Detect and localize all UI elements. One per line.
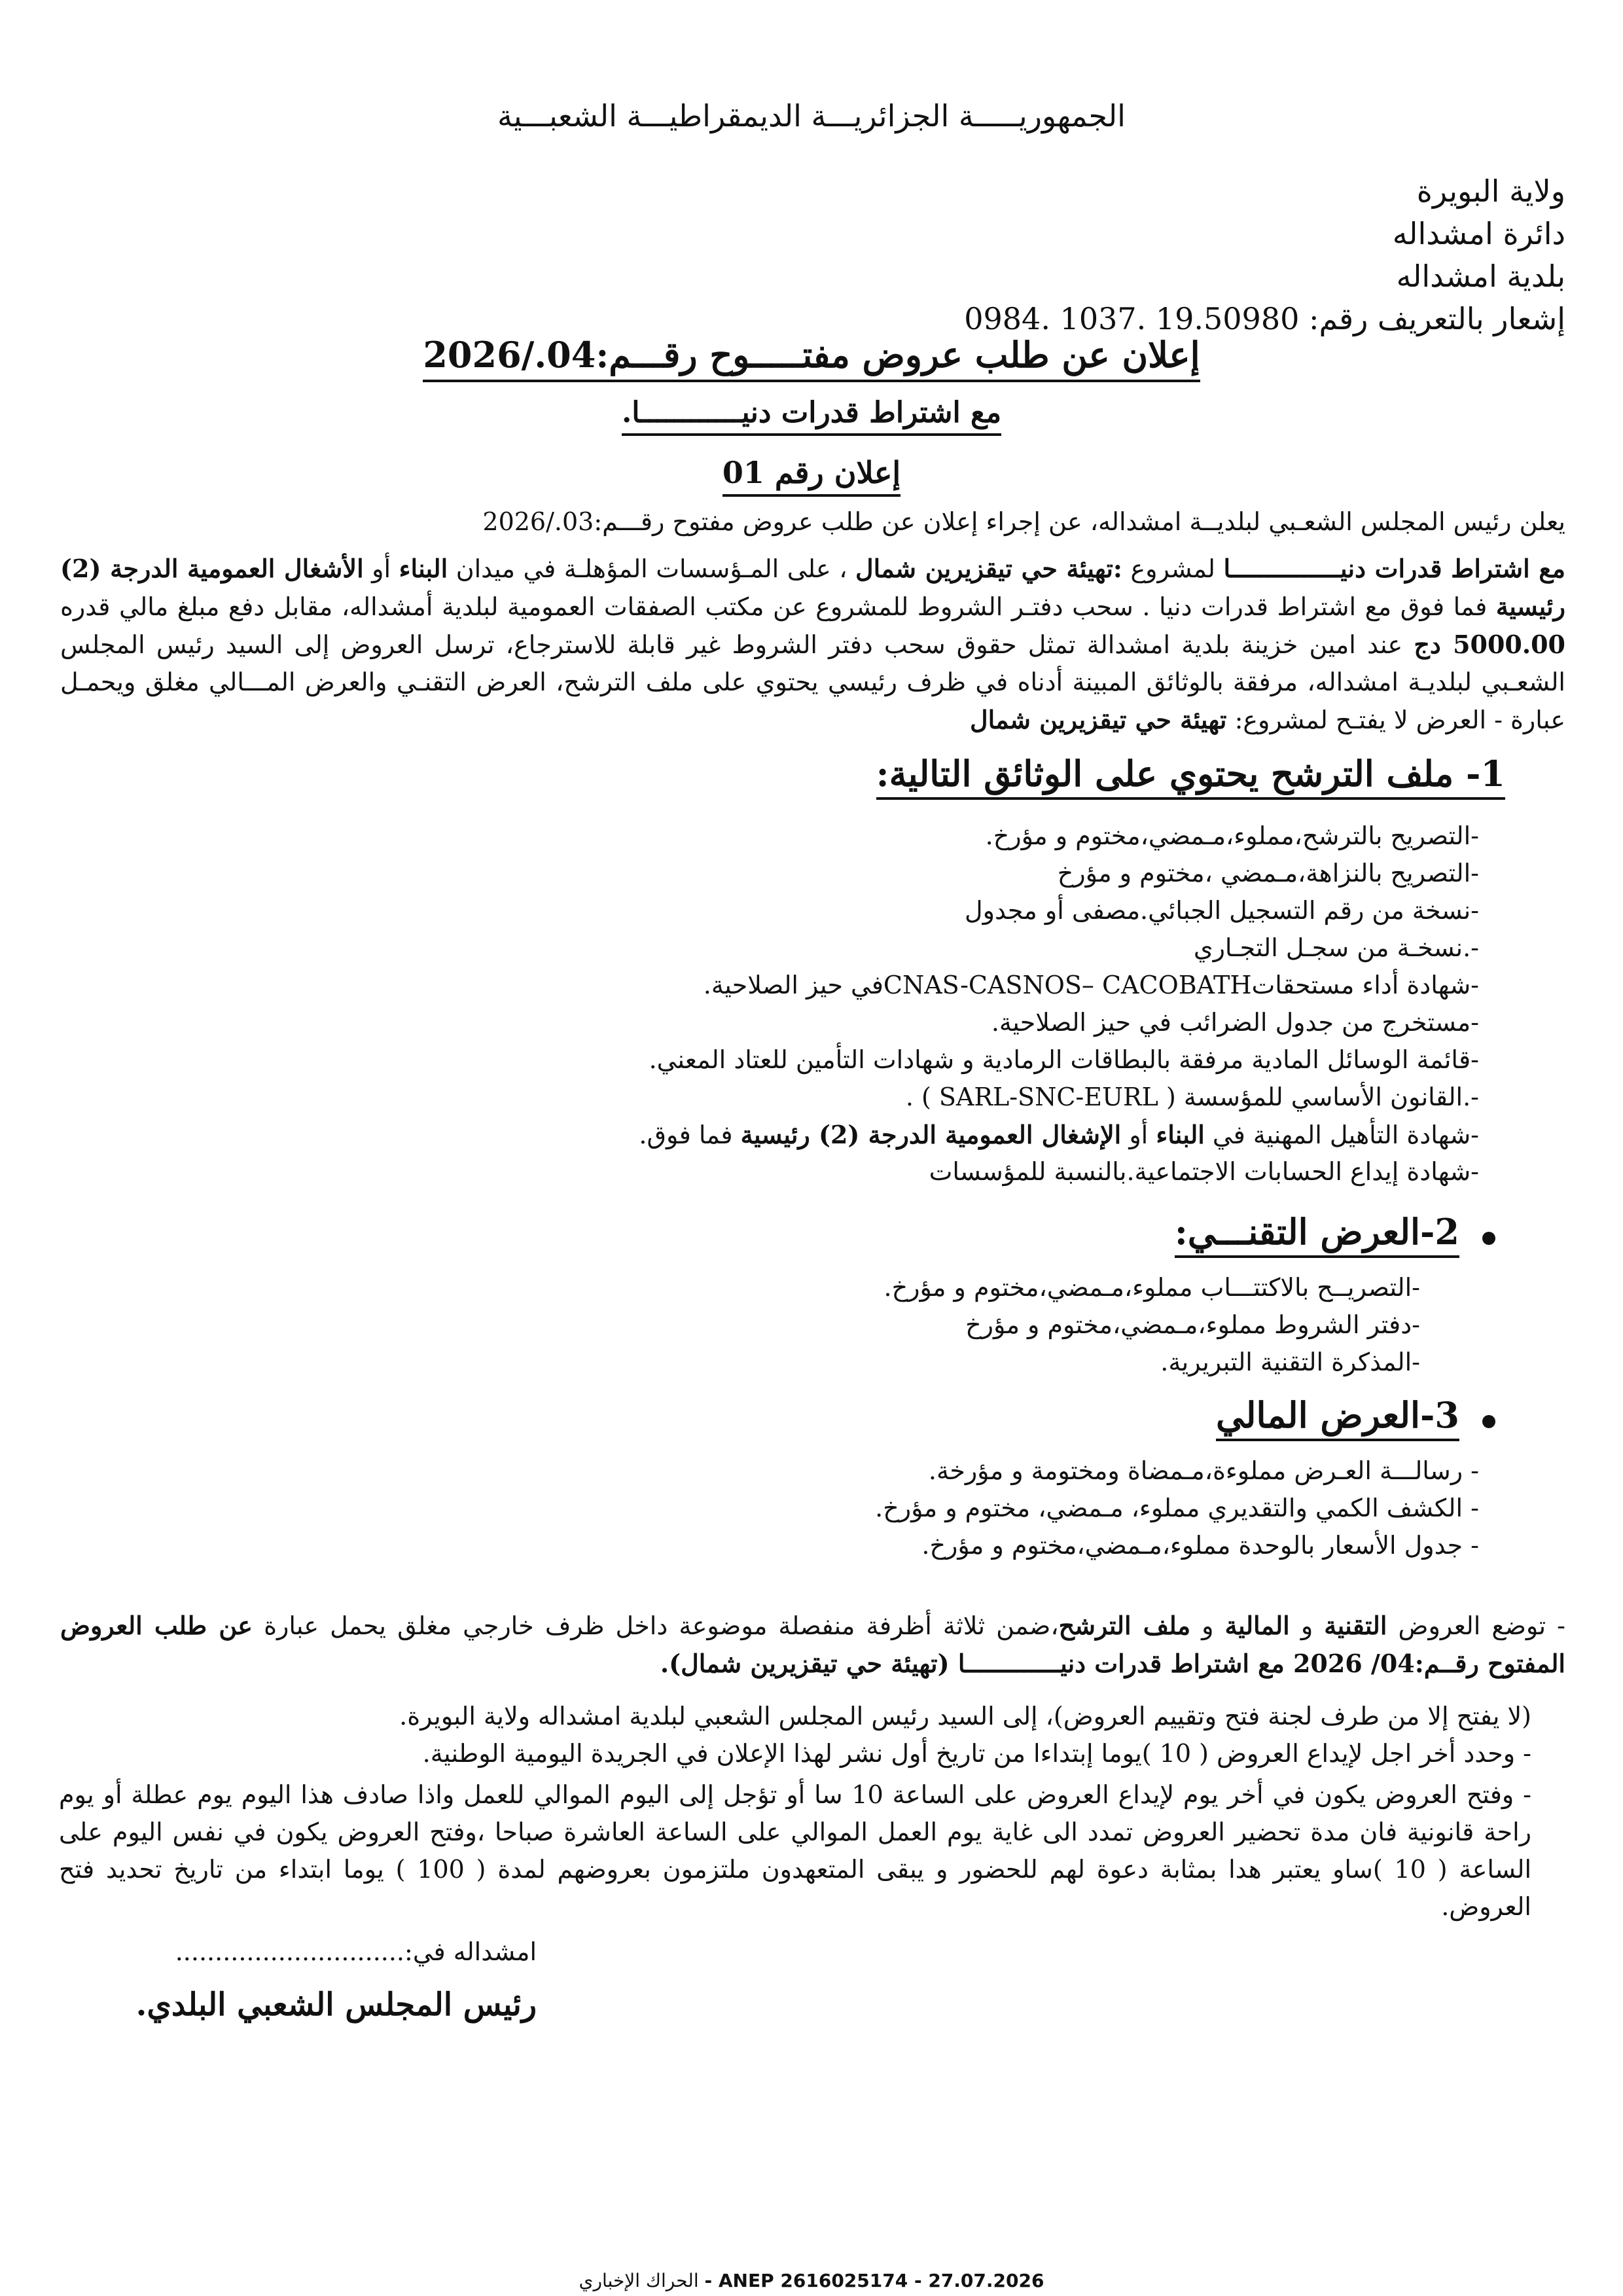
main-title: [0, 334, 1623, 376]
section3-item: - جدول الأسعار بالوحدة مملوء،مـمضي،مختوم و مؤرخ.: [921, 1531, 1479, 1560]
republic-heading: الجمهوريـــــة الجزائريـــة الديمقراطيـــة الشعبـــية: [497, 98, 1126, 134]
commune-line: بلدية امشداله: [1396, 259, 1565, 294]
section1-item: -.القانون الأساسي للمؤسسة ( SARL-SNC-EURL ) .: [905, 1083, 1479, 1111]
id-line: [964, 301, 1565, 336]
section2-item: -المذكرة التقنية التبريرية.: [1160, 1348, 1420, 1376]
footer: [0, 2270, 1623, 2291]
daira-line: دائرة امشداله: [1392, 216, 1565, 251]
main-title-number: 2026/.04: [423, 334, 596, 382]
section3-bullet: [1482, 1415, 1495, 1428]
section1-item: -شهادة أداء مستحقاتCNAS-CASNOS– CACOBATHفي حيز الصلاحية.: [703, 971, 1479, 999]
section1-title: 1- ملف الترشح يحتوي على الوثائق التالية:: [876, 753, 1505, 795]
section1-item: -مستخرج من جدول الضرائب في حيز الصلاحية.: [991, 1008, 1479, 1037]
closing-paragraph: - توضع العروض التقنية و المالية و ملف الترشح،ضمن ثلاثة أظرفة منفصلة موضوعة داخل ظرف خارجي مغلق يحمل عبارة عن طلب العروض المفتوح رقــم:04/ 2026 مع اشتراط قدرات دنيـــــــــــــا (تهيئة حي تيقزيرين شمال).: [60, 1611, 1565, 1678]
wilaya-line: ولاية البويرة: [1416, 173, 1565, 209]
sub-title: مع اشتراط قدرات دنيــــــــــــا.: [0, 396, 1623, 429]
signature-role: رئيس المجلس الشعبي البلدي.: [135, 1986, 537, 2023]
intro-line: يعلن رئيس المجلس الشعـبي لبلديــة امشداله، عن إجراء إعلان عن طلب عروض مفتوح رقـــم:2026/.03: [482, 507, 1565, 536]
id-number: 0984. 1037. 19.50980: [964, 301, 1300, 336]
section1-item: -نسخة من رقم التسجيل الجبائي.مصفى أو مجدول: [965, 896, 1479, 925]
section3-title: 3-العرض المالي: [1216, 1394, 1459, 1436]
section3-item: - رسالـــة العـرض مملوءة،مـمضاة ومختومة و مؤرخة.: [928, 1456, 1479, 1485]
closing-line: (لا يفتح إلا من طرف لجنة فتح وتقييم العروض)، إلى السيد رئيس المجلس الشعبي لبلدية امشداله ولاية البويرة.: [399, 1702, 1531, 1731]
section1-item: -.نسخـة من سجـل التجـاري: [1193, 933, 1479, 962]
id-label: إشعار بالتعريف رقم:: [1308, 301, 1565, 336]
section2-bullet: [1482, 1232, 1495, 1245]
section3-item: - الكشف الكمي والتقديري مملوء، مـمضي، مختوم و مؤرخ.: [875, 1494, 1479, 1522]
main-title-label: إعلان عن طلب عروض مفتـــــوح رقـــم:: [596, 334, 1200, 382]
section1-item: -التصريح بالترشح،مملوء،مـمضي،مختوم و مؤرخ.: [985, 821, 1479, 850]
notice-number: إعلان رقم 01: [0, 455, 1623, 490]
closing-line: - وحدد أخر اجل لإيداع العروض ( 10 )يوما إبتداءا من تاريخ أول نشر لهذا الإعلان في الجريدة اليومية الوطنية.: [422, 1739, 1531, 1768]
section2-title: 2-العرض التقنـــي:: [1175, 1211, 1459, 1253]
section1-item: -قائمة الوسائل المادية مرفقة بالبطاقات الرمادية و شهادات التأمين للعتاد المعني.: [649, 1045, 1479, 1074]
section1-item: -التصريح بالنزاهة،مـمضي ،مختوم و مؤرخ: [1057, 859, 1479, 888]
section2-item: -دفتر الشروط مملوء،مـمضي،مختوم و مؤرخ: [965, 1310, 1420, 1339]
section1-item: -شهادة إيداع الحسابات الاجتماعية.بالنسبة للمؤسسات: [929, 1157, 1479, 1186]
footer-source: الحراك الإخباري: [579, 2270, 699, 2291]
intro-paragraph: مع اشتراط قدرات دنيـــــــــــــــا لمشروع :تهيئة حي تيقزيرين شمال ، على المـؤسسات المؤهلـة في ميدان البناء أو الأشغال العمومية الدرجة (2) رئيسية فما فوق مع اشتراط قدرات دنيا . سحب دفتـر الشروط للمشروع عن مكتب الصفقات العمومية لبلدية أمشداله، مقابل دفع مبلغ مالي قدره 5000.00 دج عند امين خزينة بلدية امشدالة تمثل حقوق سحب دفتر الشروط غير قابلة للاسترجاع، ترسل العروض إلى السيد رئيس المجلس الشعـبي لبلديـة امشداله، مرفقة بالوثائق المبينة أدناه في ظرف رئيسي يحتوي على ملف الترشح، العرض التقنـي والعرض المـــالي مغلق ويحمـل عبارة - العرض لا يفتـح لمشروع: تهيئة حي تيقزيرين شمال: [60, 554, 1565, 734]
section2-item: -التصريــح بالاكتتـــاب مملوء،مـمضي،مختوم و مؤرخ.: [883, 1273, 1420, 1302]
closing-opening-paragraph: - وفتح العروض يكون في أخر يوم لإيداع العروض على الساعة 10 سا أو تؤجل إلى اليوم الموالي للعمل واذا صادف هذا اليوم يوم عطلة أو يوم راحة قانونية فان مدة تحضير العروض تمدد الى غاية يوم العمل الموالي على الساعة العاشرة صباحا ،وفتح العروض يكون في نفس اليوم على الساعة ( 10 )ساو يعتبر هدا بمثابة دعوة لهم للحضور و يبقى المتعهدون ملتزمون بعروضهم لمدة ( 100 ) يوما ابتداء من تاريخ تحديد فتح العروض.: [59, 1780, 1532, 1921]
signature-place: امشداله في:.............................: [175, 1937, 537, 1966]
footer-ref: - ANEP 2616025174 - 27.07.2026: [704, 2270, 1044, 2291]
section1-item: -شهادة التأهيل المهنية في البناء أو الإشغال العمومية الدرجة (2) رئيسية فما فوق.: [639, 1120, 1479, 1149]
